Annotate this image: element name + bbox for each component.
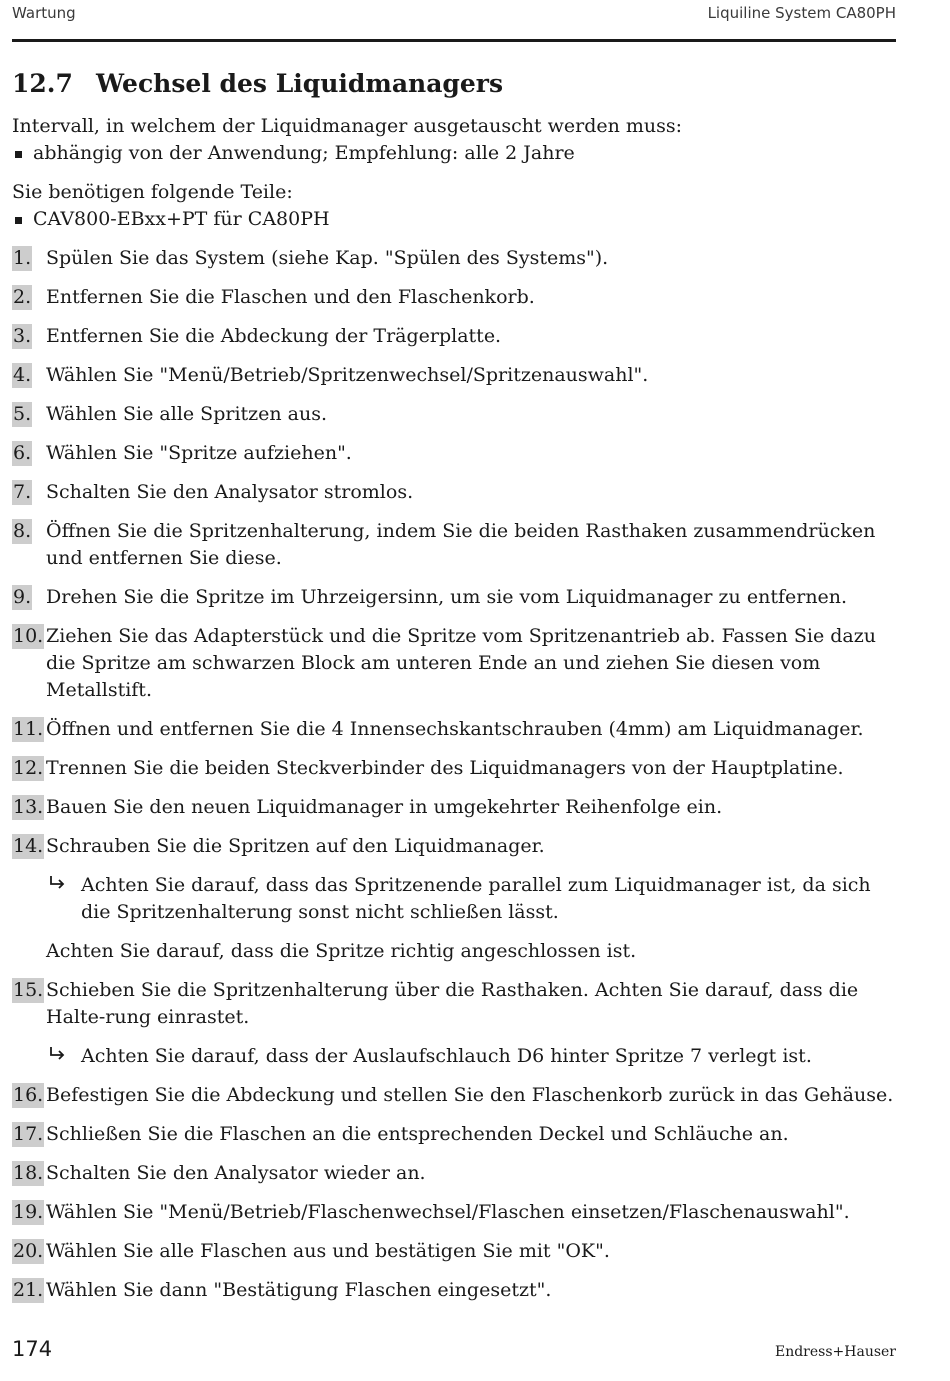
result-text: Achten Sie darauf, dass der Auslaufschlauch D6 hinter Spritze 7 verlegt ist. [81, 1045, 812, 1067]
parts-block [12, 179, 896, 233]
step-8 [12, 518, 896, 572]
section-title [12, 68, 503, 100]
step-text: Wählen Sie "Menü/Betrieb/Spritzenwechsel/Spritzenauswahl". [46, 364, 649, 386]
content [12, 113, 896, 1316]
step-2 [12, 284, 896, 311]
step-9 [12, 584, 896, 611]
step-15-result [12, 1043, 896, 1070]
step-number: 12. [13, 757, 44, 779]
step-14 [12, 833, 896, 860]
step-text: Wählen Sie alle Spritzen aus. [46, 403, 328, 425]
document-page [12, 0, 896, 1381]
step-number: 14. [13, 835, 44, 857]
step-text: Entfernen Sie die Flaschen und den Flaschenkorb. [46, 286, 535, 308]
step-text: Wählen Sie dann "Bestätigung Flaschen eingesetzt". [46, 1279, 552, 1301]
step-number: 4. [13, 364, 32, 386]
interval-bullet: abhängig von der Anwendung; Empfehlung: alle 2 Jahre [12, 140, 896, 167]
step-11 [12, 716, 896, 743]
step-text: Entfernen Sie die Abdeckung der Trägerplatte. [46, 325, 502, 347]
step-text: Schließen Sie die Flaschen an die entsprechenden Deckel und Schläuche an. [46, 1123, 789, 1145]
step-number: 19. [13, 1201, 44, 1223]
step-text: Öffnen und entfernen Sie die 4 Innensechskantschrauben (4mm) am Liquidmanager. [46, 718, 864, 740]
step-number: 18. [13, 1162, 44, 1184]
step-number: 10. [13, 625, 44, 647]
step-7 [12, 479, 896, 506]
step-19 [12, 1199, 896, 1226]
parts-intro: Sie benötigen folgende Teile: [12, 181, 293, 203]
step-number: 11. [13, 718, 44, 740]
step-4 [12, 362, 896, 389]
step-text: Schalten Sie den Analysator wieder an. [46, 1162, 426, 1184]
step-number: 9. [13, 586, 32, 608]
page-number: 174 [12, 1337, 53, 1361]
running-header [12, 4, 896, 24]
step-text: Schalten Sie den Analysator stromlos. [46, 481, 414, 503]
step-number: 5. [13, 403, 32, 425]
step-text: Spülen Sie das System (siehe Kap. "Spülen des Systems"). [46, 247, 609, 269]
step-3 [12, 323, 896, 350]
step-number: 21. [13, 1279, 44, 1301]
step-20 [12, 1238, 896, 1265]
step-12 [12, 755, 896, 782]
step-18 [12, 1160, 896, 1187]
step-number: 3. [13, 325, 32, 347]
step-number: 6. [13, 442, 32, 464]
step-21 [12, 1277, 896, 1304]
step-number: 2. [13, 286, 32, 308]
step-text: Trennen Sie die beiden Steckverbinder des Liquidmanagers von der Hauptplatine. [46, 757, 844, 779]
step-text: Wählen Sie "Spritze aufziehen". [46, 442, 352, 464]
step-number: 20. [13, 1240, 44, 1262]
step-15 [12, 977, 896, 1031]
step-14-result [12, 872, 896, 926]
brand-name: Endress+Hauser [774, 1344, 896, 1360]
step-number: 8. [13, 520, 32, 542]
section-title-text: Wechsel des Liquidmanagers [96, 69, 504, 98]
parts-bullet: CAV800-EBxx+PT für CA80PH [12, 206, 896, 233]
step-number: 17. [13, 1123, 44, 1145]
step-16 [12, 1082, 896, 1109]
interval-block [12, 113, 896, 167]
step-5 [12, 401, 896, 428]
result-text: Achten Sie darauf, dass das Spritzenende parallel zum Liquidmanager ist, da sich die Spritzenhalterung sonst nicht schließen lässt. [81, 874, 871, 923]
step-text: Drehen Sie die Spritze im Uhrzeigersinn, um sie vom Liquidmanager zu entfernen. [46, 586, 848, 608]
step-text: Öffnen Sie die Spritzenhalterung, indem Sie die beiden Rasthaken zusammendrücken und entfernen Sie diese. [46, 520, 876, 569]
step-10 [12, 623, 896, 704]
interval-intro: Intervall, in welchem der Liquidmanager ausgetauscht werden muss: [12, 115, 683, 137]
result-arrow-icon [48, 874, 66, 892]
page-footer [12, 1337, 896, 1365]
step-text: Befestigen Sie die Abdeckung und stellen Sie den Flaschenkorb zurück in das Gehäuse. [46, 1084, 894, 1106]
result-arrow-icon [48, 1045, 66, 1063]
step-text: Schrauben Sie die Spritzen auf den Liquidmanager. [46, 835, 545, 857]
step-6 [12, 440, 896, 467]
step-text: Schieben Sie die Spritzenhalterung über die Rasthaken. Achten Sie darauf, dass die Halte-rung einrastet. [46, 979, 859, 1028]
header-chapter: Wartung [12, 4, 76, 22]
step-13 [12, 794, 896, 821]
step-text: Wählen Sie alle Flaschen aus und bestätigen Sie mit "OK". [46, 1240, 610, 1262]
step-number: 15. [13, 979, 44, 1001]
step-text: Wählen Sie "Menü/Betrieb/Flaschenwechsel/Flaschen einsetzen/Flaschenauswahl". [46, 1201, 850, 1223]
step-1 [12, 245, 896, 272]
step-text: Bauen Sie den neuen Liquidmanager in umgekehrter Reihenfolge ein. [46, 796, 723, 818]
step-17 [12, 1121, 896, 1148]
step-14-note: Achten Sie darauf, dass die Spritze richtig angeschlossen ist. [46, 940, 637, 962]
section-number: 12.7 [12, 69, 73, 98]
step-number: 13. [13, 796, 44, 818]
header-rule [12, 39, 896, 42]
step-number: 1. [13, 247, 32, 269]
header-product: Liquiline System CA80PH [707, 4, 896, 22]
step-number: 7. [13, 481, 32, 503]
procedure-steps [12, 245, 896, 1304]
step-number: 16. [13, 1084, 44, 1106]
step-text: Ziehen Sie das Adapterstück und die Spritze vom Spritzenantrieb ab. Fassen Sie dazu die Spritze am schwarzen Block am unteren Ende an und ziehen Sie diesen vom Metallstift. [46, 625, 876, 701]
